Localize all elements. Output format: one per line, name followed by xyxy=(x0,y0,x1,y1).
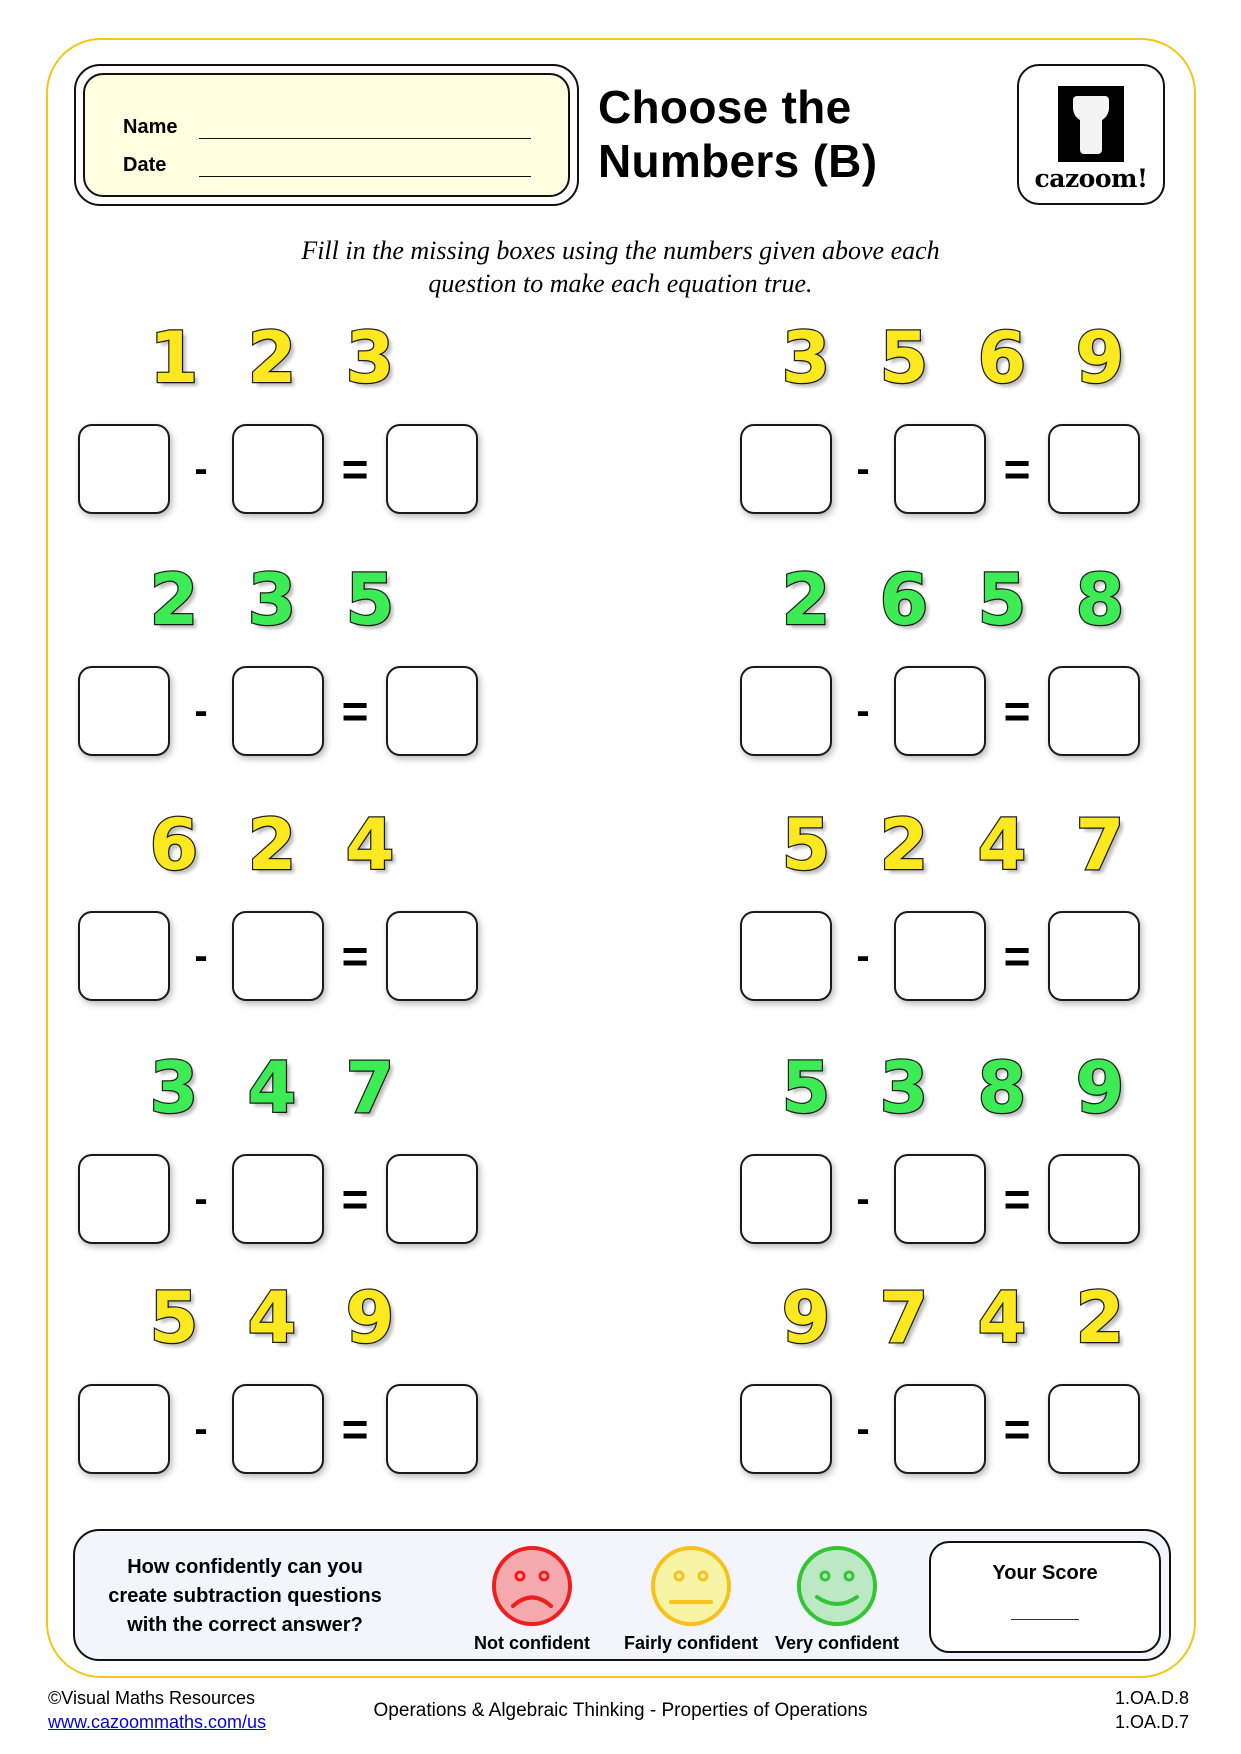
number-choice: 4 xyxy=(247,1047,297,1129)
equals-sign: = xyxy=(1003,1403,1031,1455)
minuend-answer-box[interactable] xyxy=(78,666,170,756)
number-choice: 2 xyxy=(149,559,199,641)
difference-answer-box[interactable] xyxy=(1048,424,1140,514)
subtraction-equation xyxy=(740,1154,1149,1244)
equals-sign: = xyxy=(341,685,369,737)
minuend-answer-box[interactable] xyxy=(740,1154,832,1244)
sad-face-icon xyxy=(491,1545,573,1627)
standard-code: 1.OA.D.8 xyxy=(1114,1688,1189,1708)
name-date-box xyxy=(74,64,579,206)
number-choice: 5 xyxy=(977,559,1027,641)
number-choice: 4 xyxy=(977,804,1027,886)
number-choice: 5 xyxy=(345,559,395,641)
number-choice: 4 xyxy=(345,804,395,886)
difference-answer-box[interactable] xyxy=(386,666,478,756)
number-choice: 5 xyxy=(149,1277,199,1359)
number-choices xyxy=(757,1048,1149,1128)
score-title: Your Score xyxy=(992,1562,1098,1584)
subtraction-equation xyxy=(740,1384,1149,1474)
question-3 xyxy=(78,560,478,756)
subtrahend-answer-box[interactable] xyxy=(232,424,324,514)
subtrahend-answer-box[interactable] xyxy=(894,666,986,756)
cazoom-logo xyxy=(1017,64,1165,205)
minus-sign: - xyxy=(194,447,208,491)
difference-answer-box[interactable] xyxy=(386,911,478,1001)
number-choice: 5 xyxy=(879,317,929,399)
equals-sign: = xyxy=(1003,1173,1031,1225)
page-title: Choose the Numbers (B) xyxy=(598,81,878,187)
name-label: Name xyxy=(123,116,178,138)
subtrahend-answer-box[interactable] xyxy=(232,1384,324,1474)
question-4 xyxy=(740,560,1149,756)
equals-sign: = xyxy=(1003,685,1031,737)
difference-answer-box[interactable] xyxy=(386,424,478,514)
number-choices xyxy=(125,318,478,398)
minus-sign: - xyxy=(194,689,208,733)
number-choices xyxy=(757,805,1149,885)
minus-sign: - xyxy=(856,1407,870,1451)
copyright-text: ©Visual Maths Resources xyxy=(48,1688,256,1708)
difference-answer-box[interactable] xyxy=(1048,1384,1140,1474)
equals-sign: = xyxy=(1003,930,1031,982)
difference-answer-box[interactable] xyxy=(386,1154,478,1244)
subtraction-equation xyxy=(78,911,478,1001)
date-input-line[interactable] xyxy=(199,155,531,177)
number-choice: 8 xyxy=(1075,559,1125,641)
number-choices xyxy=(757,1278,1149,1358)
number-choice: 3 xyxy=(879,1047,929,1129)
number-choice: 3 xyxy=(247,559,297,641)
minuend-answer-box[interactable] xyxy=(78,1154,170,1244)
number-choices xyxy=(125,1048,478,1128)
number-choice: 5 xyxy=(781,804,831,886)
question-1 xyxy=(78,318,478,514)
number-choices xyxy=(125,1278,478,1358)
subtrahend-answer-box[interactable] xyxy=(232,666,324,756)
subtrahend-answer-box[interactable] xyxy=(894,424,986,514)
confidence-question: How confidently can you create subtraction questions with the correct answer? xyxy=(108,1556,382,1636)
subtraction-equation xyxy=(78,666,478,756)
difference-answer-box[interactable] xyxy=(1048,1154,1140,1244)
number-choices xyxy=(757,560,1149,640)
number-choices xyxy=(125,560,478,640)
question-8 xyxy=(740,1048,1149,1244)
instructions: Fill in the missing boxes using the numbers given above each question to make each equation true. xyxy=(301,236,940,298)
number-choice: 2 xyxy=(1075,1277,1125,1359)
subtrahend-answer-box[interactable] xyxy=(894,1154,986,1244)
minus-sign: - xyxy=(194,1407,208,1451)
subtraction-equation xyxy=(740,911,1149,1001)
difference-answer-box[interactable] xyxy=(1048,666,1140,756)
minuend-answer-box[interactable] xyxy=(78,911,170,1001)
number-choice: 2 xyxy=(781,559,831,641)
standards xyxy=(1115,1686,1189,1734)
date-field-row xyxy=(123,139,568,177)
very-confident-option[interactable]: Very confident xyxy=(757,1545,917,1654)
number-choice: 7 xyxy=(879,1277,929,1359)
neutral-face-icon xyxy=(650,1545,732,1627)
number-choices xyxy=(125,805,478,885)
number-choice: 4 xyxy=(977,1277,1027,1359)
number-choice: 2 xyxy=(879,804,929,886)
minuend-answer-box[interactable] xyxy=(740,1384,832,1474)
minus-sign: - xyxy=(856,1177,870,1221)
subtrahend-answer-box[interactable] xyxy=(232,911,324,1001)
score-input-line[interactable] xyxy=(1011,1619,1079,1620)
number-choice: 6 xyxy=(149,804,199,886)
equals-sign: = xyxy=(1003,443,1031,495)
score-box xyxy=(929,1541,1161,1653)
subtrahend-answer-box[interactable] xyxy=(894,1384,986,1474)
question-5 xyxy=(78,805,478,1001)
number-choice: 6 xyxy=(879,559,929,641)
minuend-answer-box[interactable] xyxy=(740,911,832,1001)
standard-code: 1.OA.D.7 xyxy=(1114,1712,1189,1732)
number-choice: 2 xyxy=(247,317,297,399)
number-choice: 3 xyxy=(781,317,831,399)
subtraction-equation xyxy=(740,424,1149,514)
minus-sign: - xyxy=(194,934,208,978)
number-choice: 3 xyxy=(149,1047,199,1129)
minus-sign: - xyxy=(856,447,870,491)
minuend-answer-box[interactable] xyxy=(740,424,832,514)
number-choice: 2 xyxy=(247,804,297,886)
date-label: Date xyxy=(123,154,167,176)
number-choice: 8 xyxy=(977,1047,1027,1129)
number-choice: 9 xyxy=(1075,1047,1125,1129)
equals-sign: = xyxy=(341,443,369,495)
number-choice: 9 xyxy=(781,1277,831,1359)
fairly-confident-option[interactable]: Fairly confident xyxy=(611,1545,771,1654)
subtraction-equation xyxy=(740,666,1149,756)
minuend-answer-box[interactable] xyxy=(78,424,170,514)
question-2 xyxy=(740,318,1149,514)
number-choice: 7 xyxy=(345,1047,395,1129)
equals-sign: = xyxy=(341,930,369,982)
number-choice: 3 xyxy=(345,317,395,399)
question-7 xyxy=(78,1048,478,1244)
subtrahend-answer-box[interactable] xyxy=(232,1154,324,1244)
subtraction-equation xyxy=(78,424,478,514)
confidence-panel xyxy=(73,1529,1171,1661)
minuend-answer-box[interactable] xyxy=(78,1384,170,1474)
happy-face-icon xyxy=(796,1545,878,1627)
website-link[interactable]: www.cazoommaths.com/us xyxy=(48,1712,267,1732)
subtraction-equation xyxy=(78,1384,478,1474)
question-6 xyxy=(740,805,1149,1001)
difference-answer-box[interactable] xyxy=(1048,911,1140,1001)
minus-sign: - xyxy=(856,934,870,978)
not-confident-option[interactable]: Not confident xyxy=(452,1545,612,1654)
difference-answer-box[interactable] xyxy=(386,1384,478,1474)
number-choice: 4 xyxy=(247,1277,297,1359)
logo-text: cazoom! xyxy=(1034,164,1148,193)
minus-sign: - xyxy=(856,689,870,733)
number-choice: 9 xyxy=(1075,317,1125,399)
name-input-line[interactable] xyxy=(199,117,531,139)
number-choices xyxy=(757,318,1149,398)
number-choice: 1 xyxy=(149,317,199,399)
number-choice: 9 xyxy=(345,1277,395,1359)
subtraction-equation xyxy=(78,1154,478,1244)
equals-sign: = xyxy=(341,1403,369,1455)
number-choice: 5 xyxy=(781,1047,831,1129)
number-choice: 6 xyxy=(977,317,1027,399)
minus-sign: - xyxy=(194,1177,208,1221)
name-field-row xyxy=(123,101,568,139)
topic-text: Operations & Algebraic Thinking - Properties of Operations xyxy=(373,1700,868,1721)
question-10 xyxy=(740,1278,1149,1474)
number-choice: 7 xyxy=(1075,804,1125,886)
drum-icon xyxy=(1058,86,1124,162)
question-9 xyxy=(78,1278,478,1474)
subtrahend-answer-box[interactable] xyxy=(894,911,986,1001)
minuend-answer-box[interactable] xyxy=(740,666,832,756)
equals-sign: = xyxy=(341,1173,369,1225)
